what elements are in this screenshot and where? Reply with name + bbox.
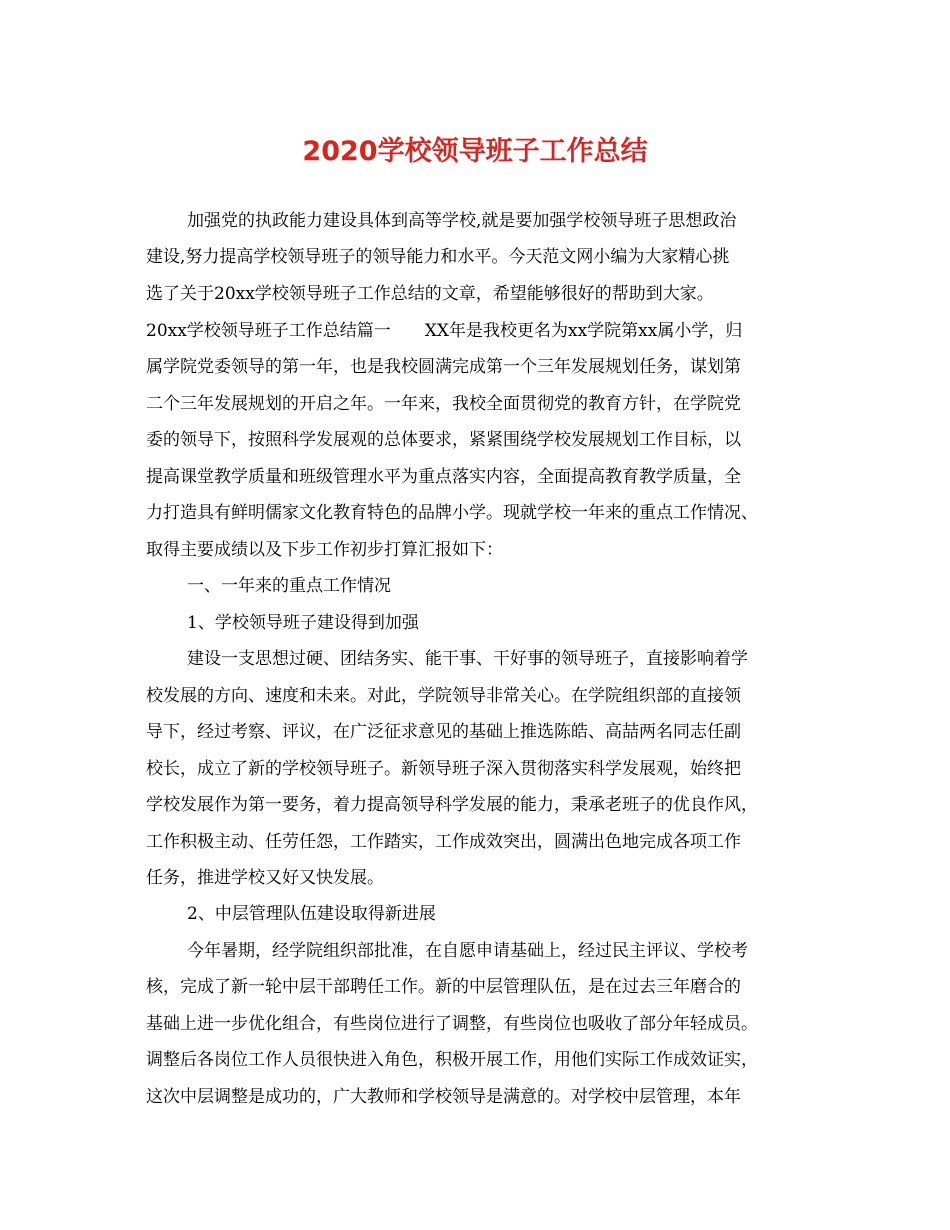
paragraph-line: 力打造具有鲜明儒家文化教育特色的品牌小学。现就学校一年来的重点工作情况、 bbox=[146, 503, 758, 523]
paragraph-line: 今年暑期，经学院组织部批准，在自愿申请基础上，经过民主评议、学校考 bbox=[187, 941, 748, 961]
section-heading: 一、一年来的重点工作情况 bbox=[187, 576, 391, 596]
paragraph-line: 二个三年发展规划的开启之年。一年来，我校全面贯彻党的教育方针，在学院党 bbox=[146, 394, 741, 414]
paragraph-line: 这次中层调整是成功的，广大教师和学校领导是满意的。对学校中层管理，本年 bbox=[146, 1087, 741, 1107]
paragraph-line: 任务，推进学校又好又快发展。 bbox=[146, 868, 384, 888]
paragraph-line: 校发展的方向、速度和未来。对此，学院领导非常关心。在学院组织部的直接领 bbox=[146, 686, 741, 706]
paragraph-line: 建设,努力提高学校领导班子的领导能力和水平。今天范文网小编为大家精心挑 bbox=[146, 247, 730, 267]
paragraph-line: 提高课堂教学质量和班级管理水平为重点落实内容，全面提高教育教学质量，全 bbox=[146, 467, 741, 487]
paragraph-line: 20xx学校领导班子工作总结篇一 XX年是我校更名为xx学院第xx属小学，归 bbox=[146, 321, 743, 341]
paragraph-line: 委的领导下，按照科学发展观的总体要求，紧紧围绕学校发展规划工作目标，以 bbox=[146, 430, 741, 450]
document-title: 2020学校领导班子工作总结 bbox=[302, 136, 648, 167]
paragraph-line: 调整后各岗位工作人员很快进入角色，积极开展工作，用他们实际工作成效证实， bbox=[146, 1050, 758, 1070]
paragraph-line: 属学院党委领导的第一年，也是我校圆满完成第一个三年发展规划任务，谋划第 bbox=[146, 357, 741, 377]
paragraph-line: 学校发展作为第一要务，着力提高领导科学发展的能力，秉承老班子的优良作风， bbox=[146, 795, 758, 815]
paragraph-line: 取得主要成绩以及下步工作初步打算汇报如下： bbox=[146, 540, 503, 560]
paragraph-line: 基础上进一步优化组合，有些岗位进行了调整，有些岗位也吸收了部分年轻成员。 bbox=[146, 1014, 758, 1034]
subsection-heading: 1、学校领导班子建设得到加强 bbox=[187, 613, 419, 633]
paragraph-line: 建设一支思想过硬、团结务实、能干事、干好事的领导班子，直接影响着学 bbox=[187, 649, 748, 669]
paragraph-line: 核，完成了新一轮中层干部聘任工作。新的中层管理队伍，是在过去三年磨合的 bbox=[146, 977, 741, 997]
paragraph-line: 校长，成立了新的学校领导班子。新领导班子深入贯彻落实科学发展观，始终把 bbox=[146, 759, 741, 779]
subsection-heading: 2、中层管理队伍建设取得新进展 bbox=[187, 904, 436, 924]
paragraph-line: 选了关于20xx学校领导班子工作总结的文章，希望能够很好的帮助到大家。 bbox=[146, 284, 714, 304]
paragraph-line: 工作积极主动、任劳任怨，工作踏实，工作成效突出，圆满出色地完成各项工作 bbox=[146, 832, 741, 852]
paragraph-line: 导下，经过考察、评议，在广泛征求意见的基础上推选陈皓、高喆两名同志任副 bbox=[146, 722, 741, 742]
paragraph-line: 加强党的执政能力建设具体到高等学校,就是要加强学校领导班子思想政治 bbox=[187, 211, 737, 231]
